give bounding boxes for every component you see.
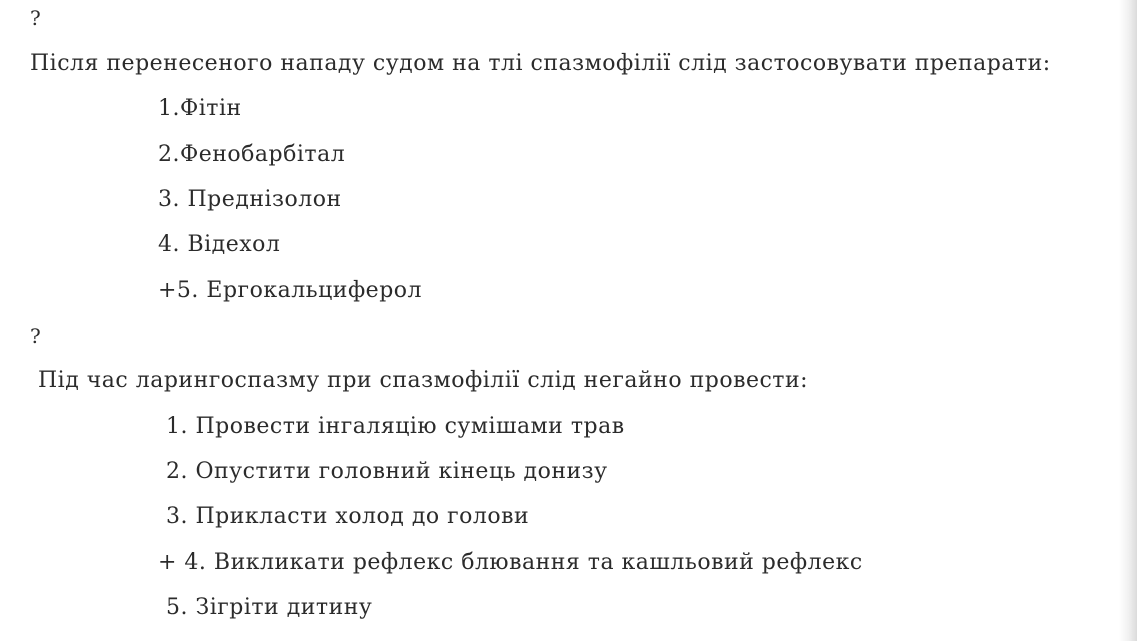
- question-2-option-5: 5. Зігріти дитину: [166, 595, 373, 620]
- question-1-option-3: 3. Преднізолон: [158, 187, 342, 212]
- question-1-option-1: 1.Фітін: [158, 96, 242, 121]
- question-1-option-2: 2.Фенобарбітал: [158, 142, 346, 167]
- question-1-option-4: 4. Відехол: [158, 232, 281, 257]
- question-1-prompt: Після перенесеного нападу судом на тлі спазмофілії слід застосовувати препарати:: [30, 51, 1051, 76]
- question-2-option-1: 1. Провести інгаляцію сумішами трав: [166, 414, 625, 439]
- question-2-option-2: 2. Опустити головний кінець донизу: [166, 459, 608, 484]
- question-1-option-5-correct: +5. Ергокальциферол: [158, 278, 423, 303]
- page-edge-shadow: [1119, 0, 1137, 641]
- question-2-option-3: 3. Прикласти холод до голови: [166, 504, 530, 529]
- question-2-option-4-correct: + 4. Викликати рефлекс блювання та кашльовий рефлекс: [158, 550, 863, 575]
- question-2-marker: ?: [30, 324, 42, 348]
- question-1-marker: ?: [30, 6, 42, 30]
- question-2-prompt: Під час ларингоспазму при спазмофілії слід негайно провести:: [38, 368, 809, 393]
